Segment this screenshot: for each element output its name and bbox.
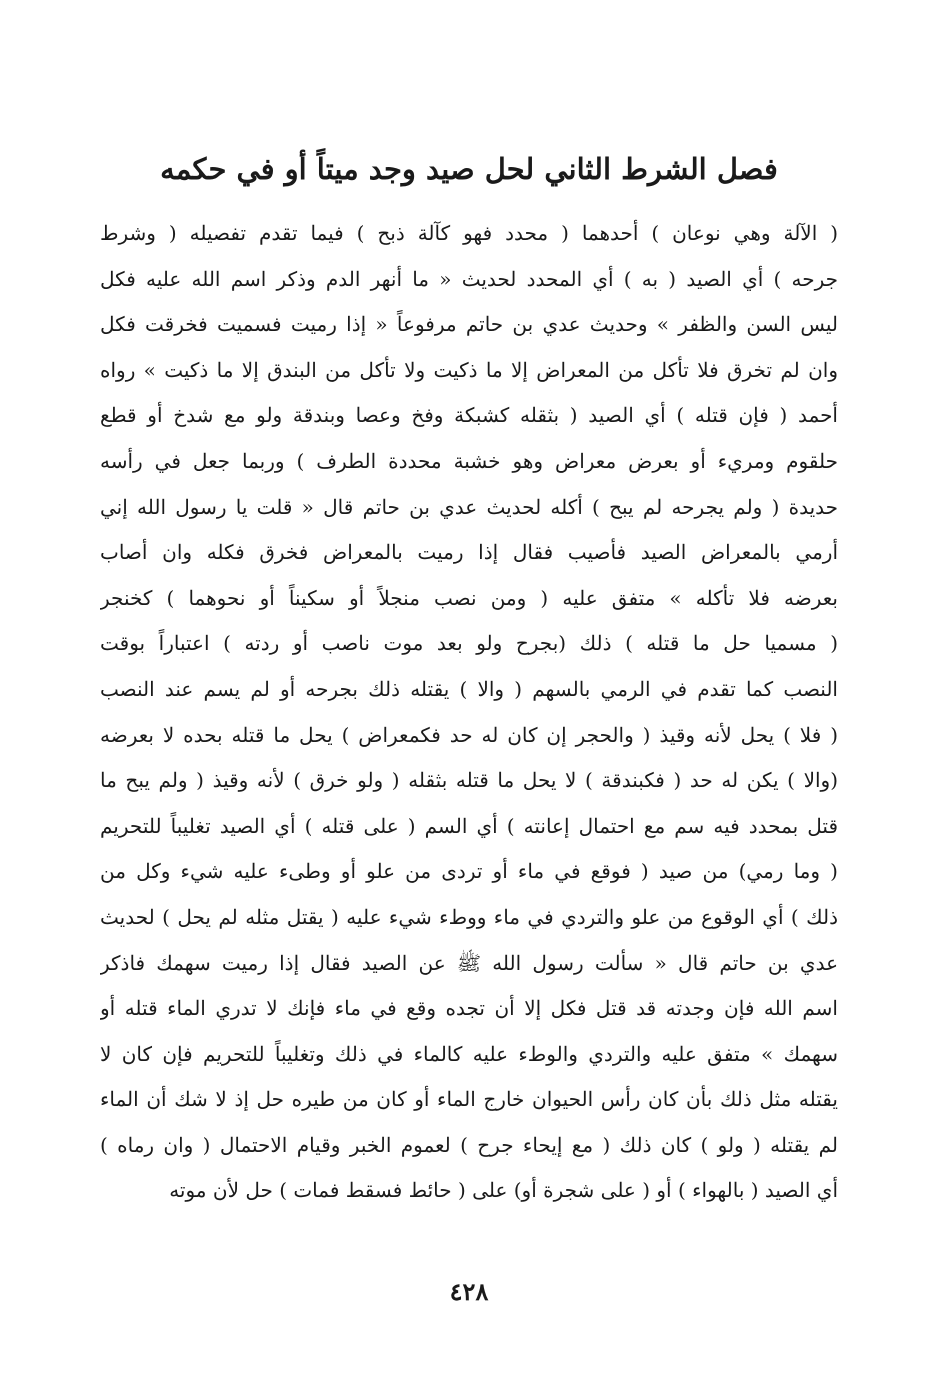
text-line: وان لم تخرق فلا تأكل من المعراض إلا ما ذكيت ولا تأكل من البندق إلا ما ذكيت » رواه bbox=[100, 357, 838, 382]
text-line: جرحه ) أي الصيد ( به ) أي المحدد لحديث « ما أنهر الدم وذكر اسم الله عليه فكل bbox=[100, 266, 838, 291]
text-line: ليس السن والظفر » وحديث عدي بن حاتم مرفوعاً « إذا رميت فسميت فخرقت فكل bbox=[100, 312, 838, 337]
text-line: اسم الله فإن وجدته قد قتل فكل إلا أن تجده وقع في ماء فإنك لا تدري الماء قتله أو bbox=[100, 996, 838, 1021]
text-line: بعرضه فلا تأكله » متفق عليه ( ومن نصب منجلاً أو سكيناً أو نحوهما ) كخنجر bbox=[100, 585, 838, 610]
text-line: النصب كما تقدم في الرمي بالسهم ( والا ) يقتله ذلك بجرحه أو لم يسم عند النصب bbox=[100, 676, 838, 701]
text-line: أحمد ( فإن قتله ) أي الصيد ( بثقله كشبكة وفخ وعصا وبندقة ولو مع شدخ أو قطع bbox=[100, 403, 838, 428]
text-line: عدي بن حاتم قال « سألت رسول الله ﷺ عن الصيد فقال إذا رميت سهمك فاذكر bbox=[100, 950, 838, 975]
text-line: حديدة ( ولم يجرحه لم يبح ) أكله لحديث عدي بن حاتم قال « قلت يا رسول الله إني bbox=[100, 494, 838, 519]
text-line: (والا ) يكن له حد ( فكبندقة ) لا يحل ما قتله بثقله ( ولو خرق ) لأنه وقيذ ( ولم يبح ما bbox=[100, 768, 838, 793]
text-line: ( فلا ) يحل لأنه وقيذ ( والحجر إن كان له حد فكمعراض ) يحل ما قتله بحده لا بعرضه bbox=[100, 722, 838, 747]
text-line: حلقوم ومريء أو بعرض معراض وهو خشبة محددة الطرف ) وربما جعل في رأسه bbox=[100, 448, 838, 473]
text-line: أرمي بالمعراض الصيد فأصيب فقال إذا رميت بالمعراض فخرق فكله وان أصاب bbox=[100, 540, 838, 565]
text-line: ( الآلة وهي نوعان ) أحدهما ( محدد فهو كآلة ذبح ) فيما تقدم تفصيله ( وشرط bbox=[100, 221, 838, 245]
text-line: أي الصيد ( بالهواء ) أو ( على شجرة أو) على ( حائط فسقط فمات ) حل لأن موته bbox=[169, 1178, 838, 1203]
text-line: ( وما رمي) من صيد ( فوقع في ماء أو تردى من علو أو وطىء عليه شيء وكل من bbox=[100, 859, 838, 884]
body-text bbox=[100, 211, 838, 1214]
text-line: سهمك » متفق عليه والتردي والوطء عليه كالماء في ذلك وتغليباً للتحريم فإن كان لا bbox=[100, 1041, 838, 1066]
text-line: يقتله مثل ذلك بأن كان رأس الحيوان خارج الماء أو كان من طيره حل إذ لا شك أن الماء bbox=[100, 1087, 838, 1112]
text-line: ذلك ) أي الوقوع من علو والتردي في ماء ووطء شيء عليه ( يقتل مثله لم يحل ) لحديث bbox=[100, 904, 838, 929]
text-line: ( مسميا حل ما قتله ) ذلك (بجرح ولو بعد موت ناصب أو ردته ) اعتباراً بوقت bbox=[100, 631, 838, 656]
page-number: ٤٢٨ bbox=[449, 1277, 489, 1306]
text-line: لم يقتله ( ولو ) كان ذلك ( مع إيحاء جرح ) لعموم الخبر وقيام الاحتمال ( وان رماه ) bbox=[100, 1132, 838, 1157]
page-title: فصل الشرط الثاني لحل صيد وجد ميتاً أو في حكمه bbox=[160, 152, 778, 186]
text-line: قتل بمحدد فيه سم مع احتمال إعانته ) أي السم ( على قتله ) أي الصيد تغليباً للتحريم bbox=[100, 813, 838, 838]
